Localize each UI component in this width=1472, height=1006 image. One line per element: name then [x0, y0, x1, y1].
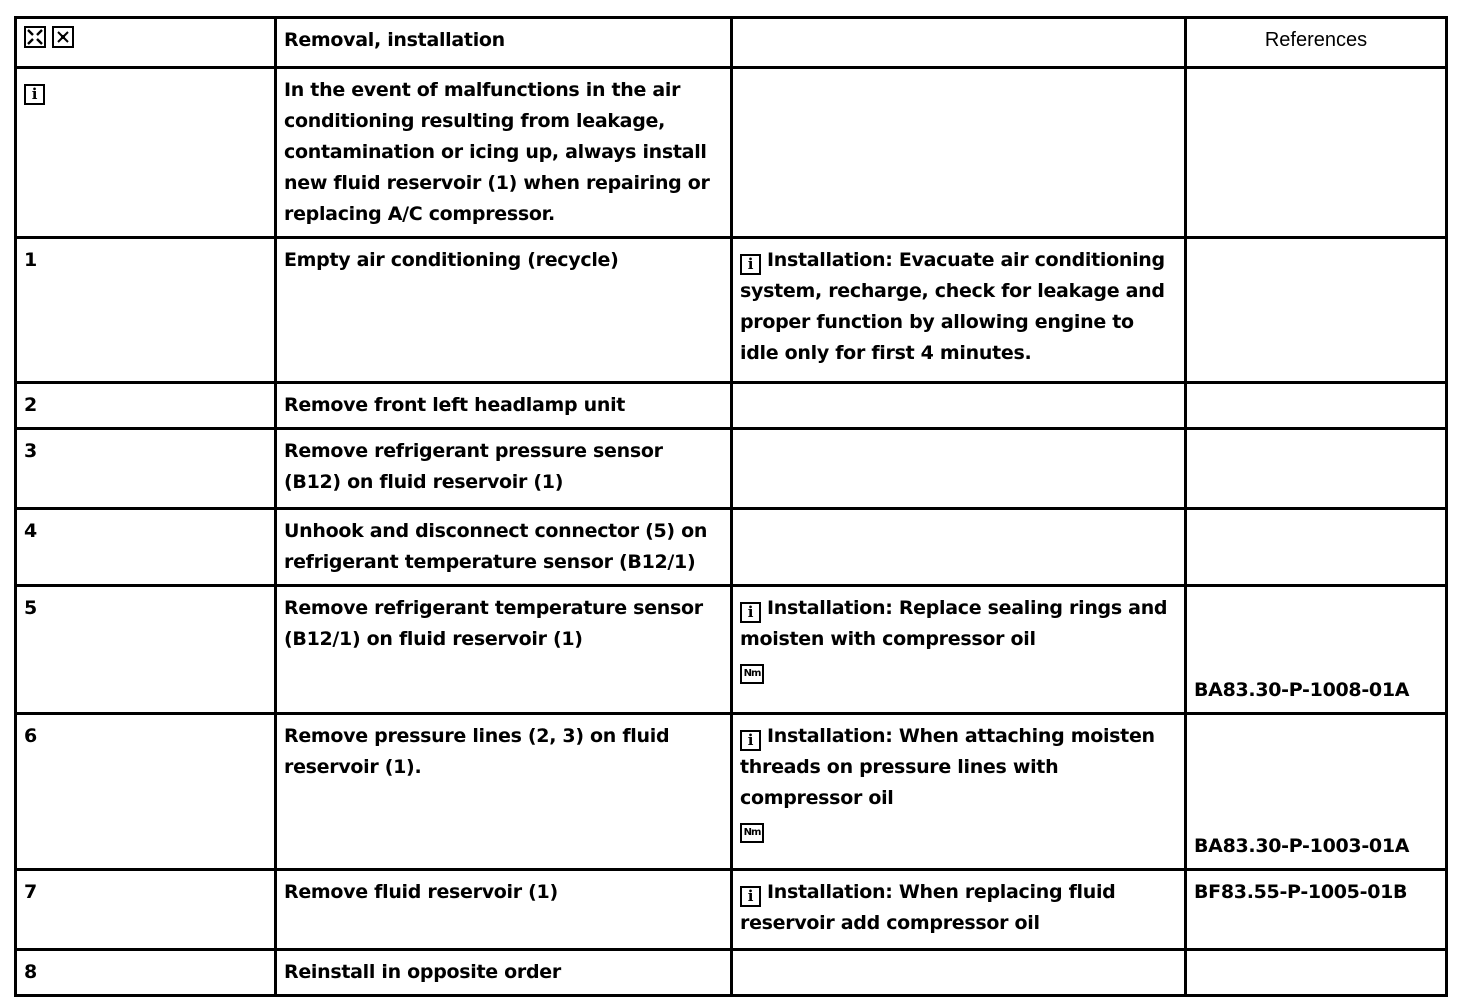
- removal-icon: [24, 26, 46, 48]
- step-action: Remove front left headlamp unit: [276, 383, 732, 429]
- info-icon: i: [740, 730, 761, 751]
- step-row: [16, 509, 1447, 586]
- step-reference-cell: [1186, 509, 1447, 586]
- torque-icon: Nm: [740, 823, 764, 843]
- info-icon: i: [24, 84, 45, 105]
- step-number: 8: [16, 950, 276, 996]
- step-reference-cell: [1186, 586, 1447, 714]
- step-row: [16, 238, 1447, 383]
- intro-row: [16, 68, 1447, 238]
- intro-empty-notes: [732, 68, 1186, 238]
- step-note: Installation: When replacing fluid reservoir add compressor oil: [740, 881, 1116, 934]
- step-action: Reinstall in opposite order: [276, 950, 732, 996]
- step-reference-cell: [1186, 950, 1447, 996]
- step-number: 3: [16, 429, 276, 509]
- step-notes: [732, 238, 1186, 383]
- step-reference[interactable]: BA83.30-P-1008-01A: [1194, 679, 1410, 701]
- step-notes: [732, 509, 1186, 586]
- installation-icon: [52, 26, 74, 48]
- step-note: Installation: Replace sealing rings and moisten with compressor oil: [740, 597, 1168, 650]
- step-number: 5: [16, 586, 276, 714]
- step-row: [16, 383, 1447, 429]
- step-number: 7: [16, 870, 276, 950]
- info-icon: i: [740, 254, 761, 275]
- step-action: Remove refrigerant pressure sensor (B12) on fluid reservoir (1): [276, 429, 732, 509]
- step-reference-cell: [1186, 714, 1447, 870]
- procedure-table: [14, 16, 1448, 997]
- header-row: [16, 18, 1447, 68]
- info-icon: i: [740, 886, 761, 907]
- step-reference-cell: [1186, 383, 1447, 429]
- step-reference-cell: [1186, 238, 1447, 383]
- step-reference[interactable]: BF83.55-P-1005-01B: [1194, 881, 1408, 903]
- intro-text: In the event of malfunctions in the air conditioning resulting from leakage, contamination or icing up, always install new fluid reservoir (1) when repairing or replacing A/C compressor.: [276, 68, 732, 238]
- step-rows: [16, 238, 1447, 996]
- step-notes: [732, 950, 1186, 996]
- step-action: Empty air conditioning (recycle): [276, 238, 732, 383]
- step-number: 6: [16, 714, 276, 870]
- header-icons-cell: [16, 18, 276, 68]
- step-row: [16, 429, 1447, 509]
- step-row: [16, 950, 1447, 996]
- intro-icon-cell: [16, 68, 276, 238]
- step-row: [16, 714, 1447, 870]
- step-notes: [732, 870, 1186, 950]
- intro-empty-ref: [1186, 68, 1447, 238]
- header-title: Removal, installation: [276, 18, 732, 68]
- step-note: Installation: When attaching moisten threads on pressure lines with compressor oil: [740, 725, 1155, 809]
- step-number: 2: [16, 383, 276, 429]
- step-note: Installation: Evacuate air conditioning system, recharge, check for leakage and proper function by allowing engine to idle only for first 4 minutes.: [740, 249, 1165, 364]
- header-notes: [732, 18, 1186, 68]
- torque-icon: Nm: [740, 664, 764, 684]
- step-notes: [732, 429, 1186, 509]
- step-number: 1: [16, 238, 276, 383]
- step-notes: [732, 586, 1186, 714]
- step-row: [16, 586, 1447, 714]
- step-reference-cell: [1186, 870, 1447, 950]
- step-action: Remove fluid reservoir (1): [276, 870, 732, 950]
- step-action: Remove pressure lines (2, 3) on fluid reservoir (1).: [276, 714, 732, 870]
- step-number: 4: [16, 509, 276, 586]
- step-notes: [732, 714, 1186, 870]
- step-reference[interactable]: BA83.30-P-1003-01A: [1194, 835, 1410, 857]
- step-reference-cell: [1186, 429, 1447, 509]
- step-notes: [732, 383, 1186, 429]
- header-references: References: [1186, 18, 1447, 68]
- info-icon: i: [740, 602, 761, 623]
- step-action: Remove refrigerant temperature sensor (B12/1) on fluid reservoir (1): [276, 586, 732, 714]
- step-action: Unhook and disconnect connector (5) on refrigerant temperature sensor (B12/1): [276, 509, 732, 586]
- procedure-sheet: [14, 16, 1448, 997]
- step-row: [16, 870, 1447, 950]
